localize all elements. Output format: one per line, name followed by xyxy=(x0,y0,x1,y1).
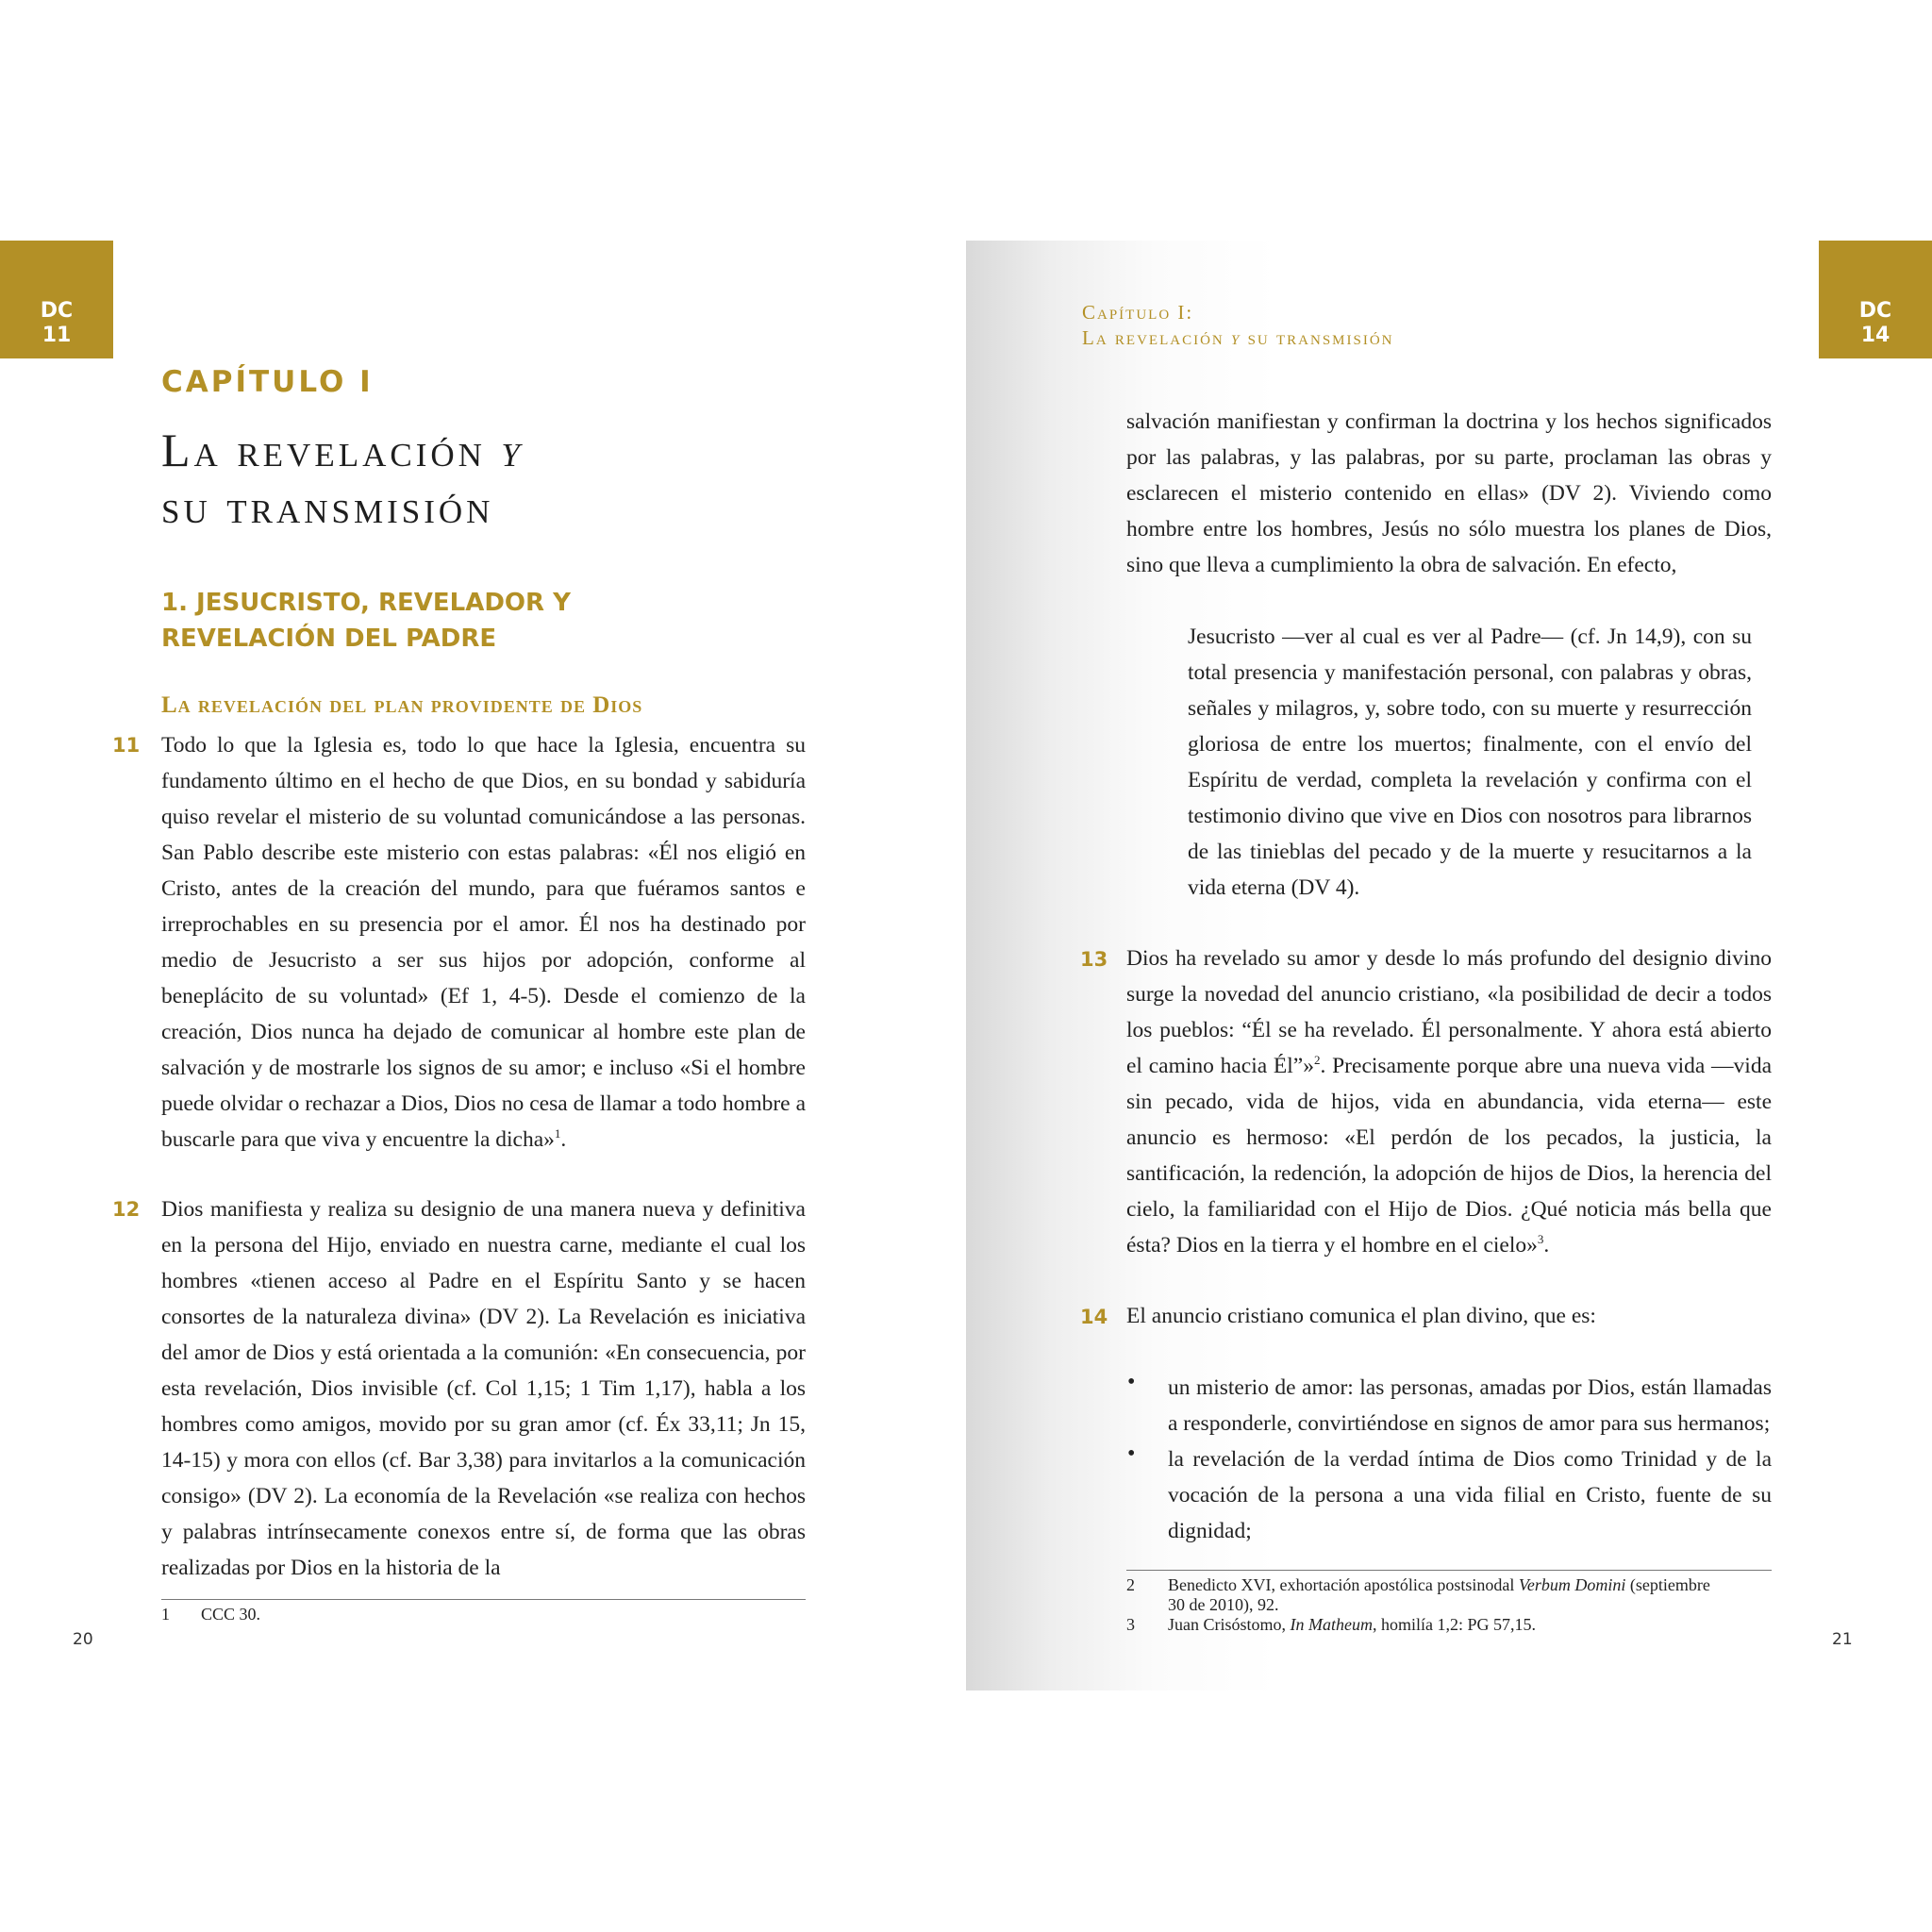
tab-label: DC xyxy=(40,299,74,323)
footnote-text xyxy=(1168,1615,1734,1635)
tab-number: 11 xyxy=(42,324,72,347)
paragraph-text: . Precisamente porque abre una nueva vida —vida sin pecado, vida de hijos, vida en abundancia, vida eterna— este anuncio es hermoso: «El perdón de los pecados, la justicia, la santificación, la redención, la adopción de hijos de Dios, la herencia del cielo, la familiaridad con el Hijo de Dios. ¿Qué noticia más bella que ésta? Dios en la tierra y el hombre en el cielo» xyxy=(1126,1054,1773,1257)
chapter-title xyxy=(161,422,822,535)
paragraph-text: Dios ha revelado su amor y desde lo más profundo del designio divino surge la novedad del anuncio cristiano, «la posibilidad de decir a todos los pueblos: “Él se ha revelado. Él personalmente. Y ahora está abierto el camino hacia Él”» xyxy=(1126,946,1772,1078)
paragraph-14: El anuncio cristiano comunica el plan divino, que es: xyxy=(1126,1304,1596,1328)
bullet-glyph: • xyxy=(1127,1441,1136,1466)
paragraph-continuation: salvación manifiestan y confirman la doctrina y los hechos significados por las palabras, y las palabras, por su parte, proclaman las obras y esclarecen el misterio contenido en ellas» (DV 2). Viviendo como hombre entre los hombres, Jesús no sólo muestra los planes de Dios, sino que lleva a cumplimiento la obra de salvación. En efecto, xyxy=(1126,409,1772,577)
footnote xyxy=(1126,1575,1772,1617)
footnote-text-part: (septiembre xyxy=(1625,1575,1710,1594)
paragraph-text: Todo lo que la Iglesia es, todo lo que hace la Iglesia, encuentra su fundamento último en el hecho de que Dios, en su bondad y sabiduría quiso revelar el misterio de su voluntad comunicándose a las personas. San Pablo describe este misterio con estas palabras: «Él nos eligió en Cristo, antes de la creación del mundo, para que fuéramos santos e irreprochables en su presencia por el amor. Él nos ha destinado por medio de Jesucristo a ser sus hijos por adopción, conforme al beneplácito de su voluntad» (Ef 1, 4-5). Desde el comienzo de la creación, Dios nunca ha dejado de comunicar al hombre este plan de salvación y de mostrarle los signos de su amor; e incluso «Si el hombre puede olvidar o rechazar a Dios, Dios no cesa de llamar a todo hombre a buscarle para que viva y encuentre la dicha» xyxy=(161,733,806,1152)
paragraph-11 xyxy=(161,727,806,1158)
page-number: 21 xyxy=(1832,1630,1853,1649)
footnote-text-part: , homilía 1,2: PG 57,15. xyxy=(1373,1615,1537,1634)
section-title-line2: REVELACIÓN DEL PADRE xyxy=(161,625,497,653)
footnote-text-part: Juan Crisóstomo, xyxy=(1168,1615,1291,1634)
chapter-label: CAPÍTULO I xyxy=(161,365,374,399)
footnote-text-italic: In Matheum xyxy=(1290,1615,1373,1634)
footnote-number: 2 xyxy=(1126,1575,1135,1594)
footnote-text xyxy=(1168,1575,1734,1615)
footnote-ref: 3 xyxy=(1537,1232,1544,1247)
tab-number: 14 xyxy=(1860,324,1890,347)
footnote-text: CCC 30. xyxy=(201,1605,261,1624)
running-header xyxy=(1082,300,1394,351)
footnote-text-italic: Verbum Domini xyxy=(1518,1575,1626,1594)
footnote xyxy=(1126,1615,1772,1636)
block-quote: Jesucristo —ver al cual es ver al Padre— (cf. Jn 14,9), con su total presencia y manifestación personal, con palabras y obras, señales y milagros, y, sobre todo, con su muerte y resurrección gloriosa de entre los muertos; finalmente, con el envío del Espíritu de verdad, completa la revelación y confirma con el testimonio divino que vive en Dios con nosotros para librarnos de las tinieblas del pecado y de la muerte y resucitarnos a la vida eterna (DV 4). xyxy=(1188,625,1752,900)
paragraph-12: Dios manifiesta y realiza su designio de una manera nueva y definitiva en la persona del Hijo, enviado en nuestra carne, mediante el cual los hombres «tienen acceso al Padre en el Espíritu Santo y se hacen consortes de la naturaleza divina» (DV 2). La Revelación es iniciativa del amor de Dios y está orientada a la comunión: «En consecuencia, por esta revelación, Dios invisible (cf. Col 1,15; 1 Tim 1,17), habla a los hombres como amigos, movido por su gran amor (cf. Éx 33,11; Jn 15, 14-15) y mora con ellos (cf. Bar 3,38) para invitarlos a la comunicación consigo» (DV 2). La economía de la Revelación «se realiza con hechos y palabras intrínsecamente conexos entre sí, de forma que las obras realizadas por Dios en la historia de la xyxy=(161,1197,806,1580)
page-number: 20 xyxy=(73,1630,93,1649)
section-tab-right xyxy=(1819,241,1932,358)
section-title xyxy=(161,585,727,657)
chapter-title-part: La revelación xyxy=(161,424,502,476)
chapter-title-italic: y xyxy=(501,424,524,476)
footnote-text-part: Benedicto XVI, exhortación apostólica postsinodal xyxy=(1168,1575,1519,1594)
paragraph-number: 12 xyxy=(112,1198,141,1221)
paragraph-number: 14 xyxy=(1080,1306,1108,1328)
tab-label: DC xyxy=(1858,299,1892,323)
running-header-italic: y xyxy=(1230,326,1241,349)
running-header-part: La revelación xyxy=(1082,326,1231,349)
running-header-line1: Capítulo I: xyxy=(1082,301,1194,324)
footnote-text-line2: 30 de 2010), 92. xyxy=(1168,1595,1279,1614)
footnote-divider xyxy=(161,1599,806,1600)
paragraph-13 xyxy=(1126,941,1772,1263)
paragraph-end: . xyxy=(1543,1233,1550,1257)
footnote-ref: 1 xyxy=(554,1126,561,1141)
footnote-ref: 2 xyxy=(1314,1053,1321,1068)
footnote-number: 1 xyxy=(161,1605,170,1624)
list-item: un misterio de amor: las personas, amadas por Dios, están llamadas a responderle, convirtiéndose en signos de amor para sus hermanos; xyxy=(1168,1375,1772,1436)
running-header-part: su transmisión xyxy=(1241,326,1394,349)
list-item: la revelación de la verdad íntima de Dios como Trinidad y de la vocación de la persona a una vida filial en Cristo, fuente de su dignidad; xyxy=(1168,1447,1772,1543)
footnote xyxy=(161,1605,806,1625)
chapter-title-line2: su transmisión xyxy=(161,480,494,533)
section-title-line1: 1. JESUCRISTO, REVELADOR Y xyxy=(161,589,571,617)
footnote-divider xyxy=(1126,1570,1772,1571)
footnote-number: 3 xyxy=(1126,1615,1135,1634)
section-tab-left xyxy=(0,241,113,358)
paragraph-number: 13 xyxy=(1080,948,1108,971)
paragraph-end: . xyxy=(560,1127,567,1152)
subsection-title: La revelación del plan providente de Dios xyxy=(161,692,643,718)
bullet-glyph: • xyxy=(1127,1370,1136,1394)
paragraph-number: 11 xyxy=(112,734,141,757)
